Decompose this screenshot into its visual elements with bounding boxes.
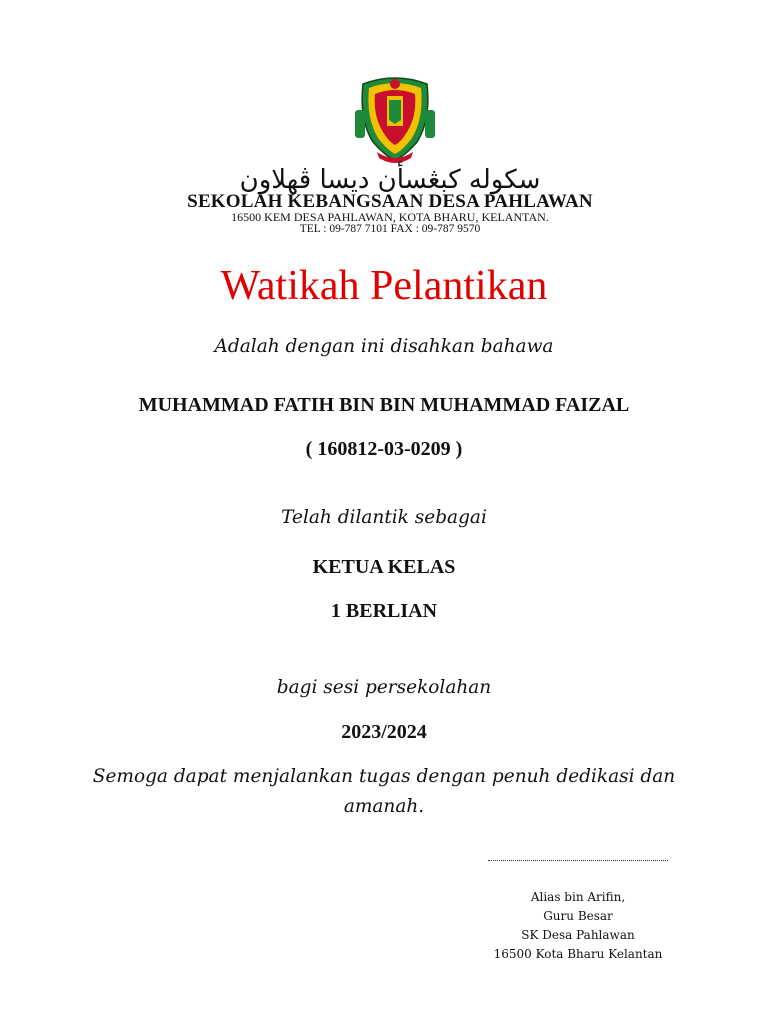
school-contact: TEL : 09-787 7101 FAX : 09-787 9570 <box>299 223 481 235</box>
school-address: 16500 KEM DESA PAHLAWAN, KOTA BHARU, KELANTAN. <box>231 210 549 224</box>
appointee-name: MUHAMMAD FATIH BIN BIN MUHAMMAD FAIZAL <box>138 394 630 416</box>
signatory-school: SK Desa Pahlawan <box>521 928 635 942</box>
intro-text: Adalah dengan ini disahkan bahawa <box>214 336 554 357</box>
session-year: 2023/2024 <box>341 721 427 743</box>
position-title: KETUA KELAS <box>312 556 456 578</box>
letterhead <box>0 68 768 238</box>
signatory-title: Guru Besar <box>543 909 613 923</box>
class-name: 1 BERLIAN <box>330 600 438 622</box>
signature-block <box>480 888 676 964</box>
session-text: bagi sesi persekolahan <box>276 677 492 698</box>
signatory-address: 16500 Kota Bharu Kelantan <box>493 947 663 961</box>
ic-number: ( 160812-03-0209 ) <box>305 438 463 460</box>
appointed-as-text: Telah dilantik sebagai <box>281 507 487 528</box>
school-name-jawi: سكوله كبڠسأن ديسا ڤهلاون <box>239 165 541 195</box>
document-title: Watikah Pelantikan <box>220 263 548 309</box>
signatory-name: Alias bin Arifin, <box>530 890 626 904</box>
closing-text: Semoga dapat menjalankan tugas dengan penuh dedikasi dan amanah. <box>92 766 676 817</box>
school-name: SEKOLAH KEBANGSAAN DESA PAHLAWAN <box>187 191 593 212</box>
signature-line <box>488 860 668 861</box>
school-crest-logo <box>353 70 437 164</box>
